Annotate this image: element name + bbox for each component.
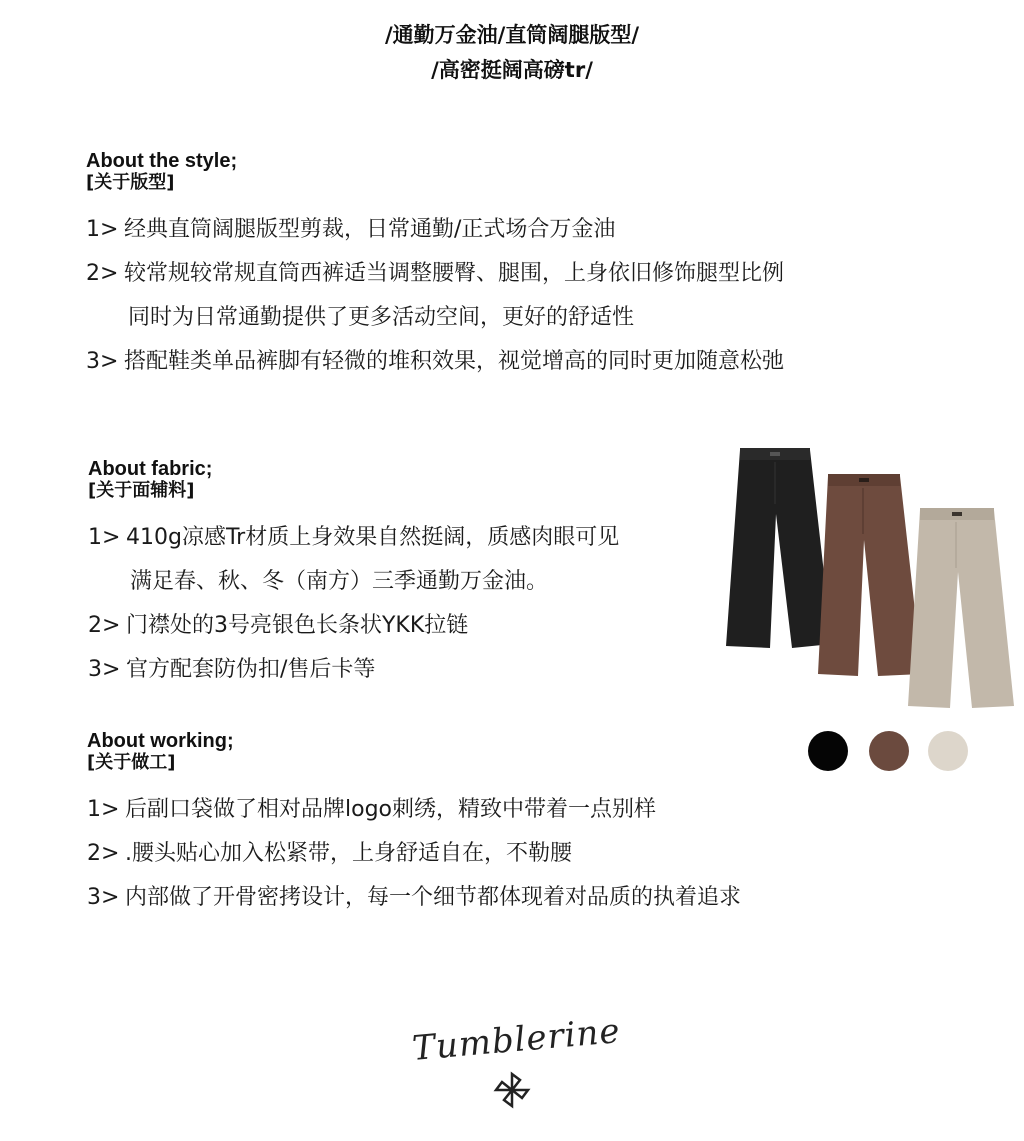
list-item — [87, 832, 741, 876]
item-text: 410g凉感Tr材质上身效果自然挺阔，质感肉眼可见 — [126, 525, 620, 550]
style-list — [86, 208, 784, 384]
brand-name: Tumblerine — [410, 1010, 623, 1070]
color-swatch-brown — [869, 731, 909, 771]
working-section — [87, 730, 741, 920]
list-item — [87, 788, 741, 832]
item-number: 3> — [88, 657, 121, 682]
item-text: 门襟处的3号亮银色长条状YKK拉链 — [126, 613, 469, 638]
item-number: 1> — [88, 525, 121, 550]
color-swatch-beige — [928, 731, 968, 771]
section-subtitle: [关于做工] — [87, 752, 176, 773]
item-text: 后副口袋做了相对品牌logo刺绣，精致中带着一点别样 — [125, 797, 656, 822]
header-line-1: /通勤万金油/直筒阔腿版型/ — [384, 23, 639, 47]
brand-logo — [410, 1010, 623, 1120]
list-item — [87, 876, 741, 920]
list-item — [86, 208, 784, 252]
product-trousers-image — [722, 444, 1022, 716]
item-text: 满足春、秋、冬（南方）三季通勤万金油。 — [130, 569, 549, 594]
item-text: .腰头贴心加入松紧带，上身舒适自在，不勒腰 — [125, 841, 572, 866]
brand-swirl-icon — [492, 1070, 532, 1110]
item-number: 1> — [87, 797, 120, 822]
item-number: 1> — [86, 217, 119, 242]
item-number: 2> — [86, 261, 119, 286]
list-item-continuation — [88, 560, 619, 604]
color-swatch-black — [808, 731, 848, 771]
list-item-continuation — [86, 296, 784, 340]
item-text: 搭配鞋类单品裤脚有轻微的堆积效果，视觉增高的同时更加随意松弛 — [124, 349, 785, 374]
header — [0, 18, 1024, 88]
item-number: 3> — [86, 349, 119, 374]
item-text: 较常规较常规直筒西裤适当调整腰臀、腿围，上身依旧修饰腿型比例 — [124, 261, 785, 286]
section-title: About fabric; — [88, 458, 213, 480]
item-text: 官方配套防伪扣/售后卡等 — [126, 657, 376, 682]
black-trousers — [726, 448, 832, 648]
section-title: About working; — [87, 730, 234, 752]
list-item — [88, 516, 619, 560]
fabric-section — [88, 458, 619, 692]
item-text: 同时为日常通勤提供了更多活动空间，更好的舒适性 — [128, 305, 635, 330]
beige-trousers — [908, 508, 1014, 708]
item-text: 经典直筒阔腿版型剪裁，日常通勤/正式场合万金油 — [124, 217, 616, 242]
section-subtitle: [关于版型] — [86, 172, 175, 193]
working-list — [87, 788, 741, 920]
section-subtitle: [关于面辅料] — [88, 480, 195, 501]
brown-trousers — [818, 474, 922, 676]
section-title: About the style; — [86, 150, 238, 172]
list-item — [88, 604, 619, 648]
item-number: 2> — [88, 613, 121, 638]
list-item — [86, 340, 784, 384]
style-section — [86, 150, 784, 384]
list-item — [88, 648, 619, 692]
header-line-2: /高密挺阔高磅tr/ — [431, 58, 593, 82]
item-number: 2> — [87, 841, 120, 866]
list-item — [86, 252, 784, 296]
item-text: 内部做了开骨密拷设计，每一个细节都体现着对品质的执着追求 — [125, 885, 742, 910]
fabric-list — [88, 516, 619, 692]
item-number: 3> — [87, 885, 120, 910]
